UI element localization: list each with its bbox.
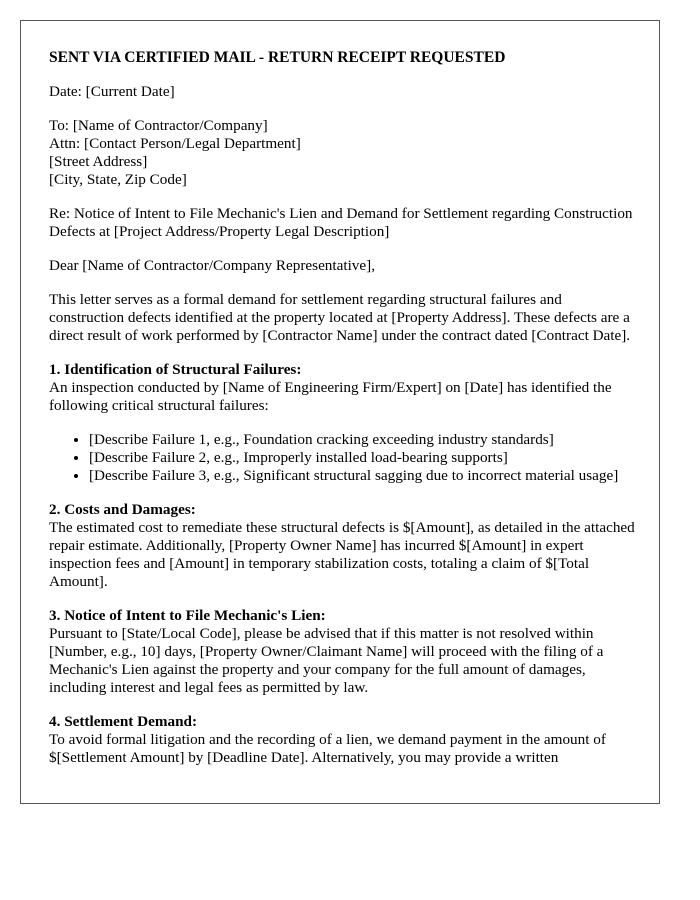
- section-heading: 4. Settlement Demand:: [49, 713, 198, 730]
- list-item: • [Describe Failure 2, e.g., Improperly installed load-bearing supports]: [89, 449, 635, 467]
- list-item: • [Describe Failure 1, e.g., Foundation cracking exceeding industry standards]: [89, 431, 635, 449]
- section-body: The estimated cost to remediate these structural defects is $[Amount], as detailed in the attached repair estimate. Additionally, [Property Owner Name] has incurred $[Amount] in expert inspection fees and [Amount] in temporary stabilization costs, totaling a claim of $[Total Amount].: [49, 519, 635, 590]
- intro-paragraph: This letter serves as a formal demand for settlement regarding structural failures and construction defects identified at the property located at [Property Address]. These defects are a direct result of work performed by [Contractor Name] under the contract dated [Contract Date].: [49, 291, 631, 344]
- section-heading: 3. Notice of Intent to File Mechanic's Lien:: [49, 607, 326, 624]
- section-costs-damages: [49, 501, 635, 591]
- recipient-to: To: [Name of Contractor/Company]: [49, 117, 268, 134]
- section-settlement-demand: [49, 713, 635, 767]
- letter-content: [49, 49, 635, 783]
- recipient-attn: Attn: [Contact Person/Legal Department]: [49, 135, 301, 152]
- list-item: • [Describe Failure 3, e.g., Significant structural sagging due to incorrect material usage]: [89, 467, 635, 485]
- recipient-street: [Street Address]: [49, 153, 148, 170]
- section-body: An inspection conducted by [Name of Engineering Firm/Expert] on [Date] has identified the following critical structural failures:: [49, 379, 612, 414]
- date-line: Date: [Current Date]: [49, 83, 175, 100]
- section-body: Pursuant to [State/Local Code], please be advised that if this matter is not resolved within [Number, e.g., 10] days, [Property Owner/Claimant Name] will proceed with the filing of a Mechanic's Lien against the property and your company for the full amount of damages, including interest and legal fees as permitted by law.: [49, 625, 604, 696]
- recipient-city: [City, State, Zip Code]: [49, 171, 187, 188]
- letter-page: [20, 20, 660, 804]
- salutation: Dear [Name of Contractor/Company Representative],: [49, 257, 375, 274]
- subject-line: Re: Notice of Intent to File Mechanic's Lien and Demand for Settlement regarding Construction Defects at [Project Address/Property Legal Description]: [49, 205, 633, 240]
- recipient-address: [49, 117, 635, 189]
- section-body: To avoid formal litigation and the recording of a lien, we demand payment in the amount of $[Settlement Amount] by [Deadline Date]. Alternatively, you may provide a written: [49, 731, 606, 766]
- section-structural-failures: [49, 361, 635, 415]
- section-lien-notice: [49, 607, 635, 697]
- letter-title: SENT VIA CERTIFIED MAIL - RETURN RECEIPT REQUESTED: [49, 49, 506, 66]
- failure-list: [49, 431, 635, 485]
- section-heading: 2. Costs and Damages:: [49, 501, 196, 518]
- section-heading: 1. Identification of Structural Failures:: [49, 361, 302, 378]
